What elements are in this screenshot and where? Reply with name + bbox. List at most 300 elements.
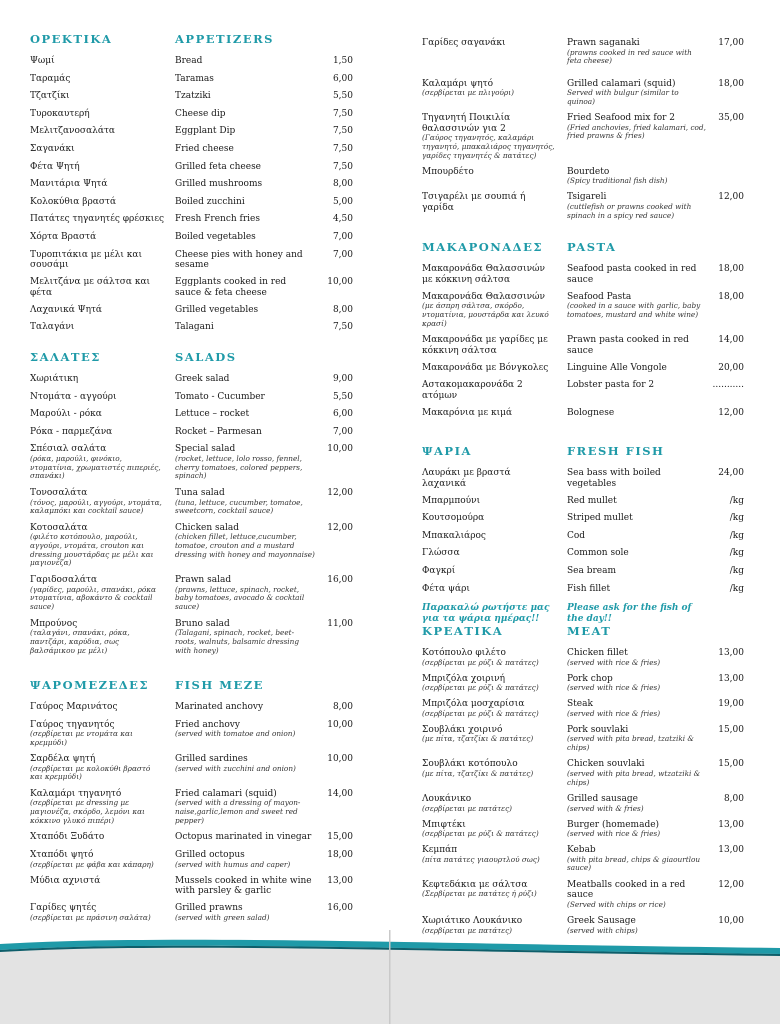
item-greek	[30, 409, 165, 420]
item-price: 7,00	[332, 426, 353, 437]
item-price: 18,00	[718, 78, 744, 89]
item-greek	[30, 322, 165, 333]
item-greek-name: Μαρούλι - ρόκα	[30, 409, 102, 420]
item-english	[175, 850, 315, 869]
section-title-greek: ΨΑΡΙΑ	[422, 444, 472, 458]
item-greek-name: Χωριάτικο Λουκάνικο	[422, 916, 523, 927]
item-english-name: Grilled sausage	[567, 794, 638, 804]
item-greek	[30, 754, 165, 782]
item-english-description: (served with & fries)	[567, 803, 644, 813]
menu-item	[30, 179, 353, 190]
item-greek-name: Χωριάτικη	[30, 374, 79, 384]
item-english	[175, 179, 315, 190]
menu-item	[422, 880, 744, 910]
item-greek-name: Καλαμάρι τηγανητό	[30, 788, 122, 799]
item-price: 13,00	[718, 648, 744, 658]
menu-item	[422, 408, 744, 419]
item-english	[175, 144, 315, 155]
item-english-name: Lobster pasta for 2	[567, 380, 655, 391]
item-greek-name: Σαγανάκι	[30, 144, 75, 154]
menu-item	[30, 444, 353, 481]
item-greek	[422, 725, 557, 744]
item-greek	[422, 113, 557, 160]
menu-item	[30, 250, 353, 271]
item-greek-name: Τηγανητή Ποικιλία θαλασσινών για 2	[422, 113, 511, 134]
item-english-name: Fish fillet	[567, 583, 611, 594]
item-english	[567, 264, 707, 285]
item-english	[175, 488, 315, 516]
section-title-english: FISH MEZE	[175, 678, 264, 692]
item-english-description: (served with rice & fries)	[567, 657, 661, 667]
item-greek	[422, 167, 557, 178]
item-english-description: (served with pita bread, wtzatziki & chips)	[567, 768, 701, 787]
item-english-name: Prawn pasta cooked in red sauce	[567, 335, 689, 356]
item-greek-name: Ντομάτα - αγγούρι	[30, 391, 117, 402]
item-english	[567, 820, 707, 839]
item-english-name: Prawn saganaki	[567, 38, 640, 48]
item-greek	[422, 335, 557, 356]
item-greek-name: Μακαρόνια με κιμά	[422, 408, 513, 418]
item-greek-description: (πίτα πατάτες γιαουρτλού σως)	[422, 854, 540, 864]
item-english	[175, 720, 315, 739]
item-greek	[30, 832, 165, 843]
item-price: 11,00	[327, 618, 353, 629]
item-greek-description: (σερβίρεται με dressing με μαγιονέζα, σκόρδο, λεμόνι και κόκκινο γλυκό πιπέρι)	[30, 798, 145, 825]
item-price: 14,00	[327, 788, 353, 799]
item-english	[175, 109, 315, 120]
item-greek-name: Λαχανικά Ψητά	[30, 304, 103, 315]
item-greek	[422, 794, 557, 813]
item-greek	[30, 277, 165, 298]
item-english-description: (Talagani, spinach, rocket, beet-roots, walnuts, balsamic dressing with honey)	[175, 628, 300, 655]
menu-item	[422, 496, 744, 507]
item-english-name: Chicken salad	[175, 522, 240, 533]
item-greek	[30, 575, 165, 612]
item-english-name: Burger (homemade)	[567, 819, 660, 830]
item-english-name: Lettuce – rocket	[175, 409, 250, 420]
item-english	[175, 754, 315, 773]
item-greek-name: Μύδια αχνιστά	[30, 875, 101, 886]
item-greek-name: Μπιφτέκι	[422, 819, 466, 830]
item-greek-name: Πατάτες τηγανητές φρέσκιες	[30, 214, 165, 225]
item-price: 7,50	[332, 161, 353, 172]
item-greek-description: (σερβίρεται με κολοκύθι βραστό και κρεμμύδι)	[30, 763, 151, 782]
menu-item	[30, 74, 353, 85]
item-english	[175, 789, 315, 826]
menu-item	[422, 79, 744, 107]
menu-item	[422, 468, 744, 489]
item-english-description: (prawns cooked in red sauce with feta cheese)	[567, 47, 692, 66]
item-price: 7,00	[332, 249, 353, 260]
item-english	[567, 699, 707, 718]
item-english-description: (cooked in a sauce with garlic, baby tomatoes, mustard and white wine)	[567, 301, 701, 319]
item-greek	[30, 250, 165, 271]
item-greek-description: (με πίτα, τζατζίκι & πατάτες)	[422, 734, 534, 744]
item-greek	[422, 759, 557, 778]
item-english-name: Greek salad	[175, 374, 230, 384]
item-english-description: (tuna, lettuce, cucumber, tomatoe, sweetcorn, cocktail sauce)	[175, 497, 303, 516]
item-greek-description: (φιλέτο κοτόπουλο, μαρούλι, αγγούρι, ντομάτα, crouton και dressing μουστάρδας με μέλι και μαγιονέζα)	[30, 532, 154, 568]
item-price: 20,00	[718, 362, 744, 373]
menu-item	[422, 264, 744, 285]
item-english	[567, 408, 707, 419]
item-english-description: (Spicy traditional fish dish)	[567, 176, 668, 186]
item-greek	[30, 789, 165, 826]
item-price: 8,00	[332, 702, 353, 712]
item-greek-description: (Σερβίρεται με πατάτες ή ρύζι)	[422, 889, 537, 899]
item-greek-name: Γαρίδες ψητές	[30, 903, 97, 914]
item-greek	[422, 674, 557, 693]
item-greek-description: (σερβίρεται με πατάτες)	[422, 803, 513, 813]
item-greek-name: Φαγκρί	[422, 566, 456, 576]
item-english-name: Chicken fillet	[567, 648, 628, 658]
item-english	[175, 619, 315, 656]
item-english	[567, 468, 707, 489]
menu-item	[30, 702, 353, 713]
section-title-greek: ΚΡΕΑΤΙΚΑ	[422, 624, 504, 638]
item-price: 8,00	[332, 179, 353, 190]
item-english-name: Mussels cooked in white wine with parsley & garlic	[175, 875, 312, 897]
item-greek	[422, 363, 557, 374]
item-price: 10,00	[327, 754, 353, 765]
item-greek	[30, 74, 165, 85]
item-greek-name: Ψωμί	[30, 56, 55, 66]
item-greek-name: Σπέσιαλ σαλάτα	[30, 444, 107, 455]
menu-item	[30, 427, 353, 438]
item-price: /kg	[729, 566, 744, 576]
item-greek-name: Τσιγαρέλι με σουπιά ή γαρίδα	[422, 192, 526, 213]
menu-item	[30, 903, 353, 922]
item-english-name: Bourdeto	[567, 166, 610, 177]
menu-item	[30, 214, 353, 225]
item-english	[567, 363, 707, 374]
item-greek-name: Μπαρμπούνι	[422, 495, 481, 506]
item-english-name: Tsigareli	[567, 192, 607, 203]
item-price: 15,00	[718, 759, 744, 770]
item-english-name: Taramas	[175, 73, 214, 84]
item-greek-name: Φέτα ψάρι	[422, 583, 470, 594]
item-greek-description: (τόνος, μαρούλι, αγγούρι, ντομάτα, καλαμπόκι και cocktail sauce)	[30, 497, 162, 516]
item-english-name: Seafood Pasta	[567, 291, 632, 302]
item-english-name: Greek Sausage	[567, 916, 636, 927]
item-greek-name: Κοτοσαλάτα	[30, 522, 88, 533]
item-greek-description: (σερβίρεται με πλιγούρι)	[422, 88, 514, 98]
item-english-name: Grilled sardines	[175, 754, 248, 765]
item-greek	[30, 144, 165, 155]
item-greek	[30, 488, 165, 516]
item-greek	[422, 699, 557, 718]
item-price: 6,00	[332, 73, 353, 84]
item-price: 13,00	[718, 673, 744, 684]
item-price: 5,50	[332, 91, 353, 102]
item-greek	[30, 126, 165, 137]
item-price: /kg	[729, 583, 744, 594]
item-english-name: Eggplant Dip	[175, 126, 236, 137]
item-price: 24,00	[718, 468, 744, 478]
menu-item	[30, 305, 353, 316]
item-greek	[422, 845, 557, 864]
item-greek	[422, 468, 557, 489]
menu-item	[422, 699, 744, 718]
item-english	[175, 305, 315, 316]
item-price: /kg	[729, 548, 744, 559]
item-greek	[422, 292, 557, 329]
item-greek	[422, 584, 557, 595]
item-greek-name: Μελιτζανοσαλάτα	[30, 126, 115, 137]
item-price: 7,00	[332, 232, 353, 242]
item-greek-name: Μπρούνος	[30, 618, 78, 629]
item-greek	[422, 880, 557, 899]
item-english-name: Marinated anchovy	[175, 702, 264, 712]
menu-item	[30, 850, 353, 869]
item-price: 5,50	[332, 391, 353, 402]
item-english	[567, 192, 707, 220]
section-title-greek: ΣΑΛΑΤΕΣ	[30, 350, 101, 364]
item-english-description: (served with humus and caper)	[175, 859, 291, 869]
item-greek-name: Μακαρονάδα Θαλασσινών με κόκκινη σάλτσα	[422, 264, 545, 285]
menu-item	[30, 126, 353, 137]
section-title-english: APPETIZERS	[175, 32, 274, 46]
item-price: 7,50	[332, 322, 353, 333]
item-english	[567, 113, 707, 141]
section-title-greek: ΜΑΚΑΡΟΝΑΔΕΣ	[422, 240, 543, 254]
item-greek	[30, 903, 165, 922]
item-english-description: (served with rice & fries)	[567, 829, 661, 839]
item-price: 4,50	[332, 214, 353, 225]
item-price: 12,00	[718, 879, 744, 890]
item-english	[567, 759, 707, 787]
page-fold-line	[389, 930, 391, 1024]
item-english-description: (served with zucchini and onion)	[175, 763, 296, 773]
item-english	[567, 725, 707, 753]
menu-item	[30, 789, 353, 826]
item-greek	[422, 648, 557, 667]
item-english-description: (with pita bread, chips & giaourtlou sauce)	[567, 854, 701, 873]
menu-item	[30, 754, 353, 782]
item-price: 1,50	[332, 56, 353, 66]
item-english	[567, 292, 707, 320]
item-price: 16,00	[327, 575, 353, 586]
item-greek	[30, 427, 165, 438]
item-price: 12,00	[327, 488, 353, 498]
item-english-name: Fried cheese	[175, 144, 234, 154]
item-greek	[422, 513, 557, 524]
item-greek	[422, 192, 557, 213]
item-english-description: (served with tomatoe and onion)	[175, 729, 296, 739]
item-english-name: Tzatziki	[175, 91, 211, 102]
item-greek	[422, 548, 557, 559]
menu-item	[30, 523, 353, 569]
item-price: 9,00	[332, 374, 353, 384]
item-price: 18,00	[327, 850, 353, 860]
item-price: 17,00	[718, 38, 744, 48]
item-greek	[30, 232, 165, 243]
item-english-name: Grilled octopus	[175, 850, 245, 860]
menu-item	[422, 380, 744, 401]
item-greek-name: Μακαρονάδα με Βόνγκολες	[422, 362, 549, 373]
item-greek-name: Ταλαγάνι	[30, 322, 75, 333]
item-greek-description: (γαρίδες, μαρούλι, σπανάκι, ρόκα ντοματίνια, αβοκάντο & cocktail sauce)	[30, 584, 156, 612]
item-greek-name: Τονοσαλάτα	[30, 488, 88, 498]
item-price: 16,00	[327, 903, 353, 914]
item-greek-name: Γαύρος τηγανητός	[30, 719, 115, 730]
item-english	[175, 702, 315, 713]
item-greek-name: Ρόκα - παρμεζάνα	[30, 426, 113, 437]
item-greek-name: Σουβλάκι χοιρινό	[422, 724, 503, 735]
item-english	[567, 38, 707, 66]
item-greek-name: Καλαμάρι ψητό	[422, 78, 494, 89]
item-english	[175, 232, 315, 243]
item-english-description: (served with a dressing of mayon-naise,garlic,lemon and sweet red pepper)	[175, 798, 301, 825]
menu-item	[30, 876, 353, 897]
item-greek-name: Τυροπιτάκια με μέλι και σουσάμι	[30, 249, 142, 271]
item-price: ...........	[712, 380, 744, 391]
item-price: 13,00	[327, 875, 353, 886]
item-english	[567, 380, 707, 391]
item-greek-name: Σαρδέλα ψητή	[30, 754, 96, 765]
item-english-name: Boiled vegetables	[175, 232, 256, 242]
item-greek	[422, 820, 557, 839]
item-greek	[30, 876, 165, 887]
item-greek-name: Τζατζίκι	[30, 91, 70, 102]
item-english	[567, 513, 707, 524]
menu-item	[422, 548, 744, 559]
item-english-name: Bruno salad	[175, 618, 230, 629]
menu-item	[30, 720, 353, 748]
menu-item	[30, 109, 353, 120]
item-price: 6,00	[332, 409, 353, 420]
item-greek	[422, 496, 557, 507]
section-header	[422, 624, 744, 640]
item-english-description: (chicken fillet, lettuce,cucumber, tomatoe, crouton and a mustard dressing with honey and mayonnaise)	[175, 532, 315, 559]
item-english	[567, 674, 707, 693]
item-english-description: (served with pita bread, tzatziki & chips)	[567, 734, 694, 753]
item-greek	[30, 392, 165, 403]
item-greek-description: (ρόκα, μαρούλι, φινόκιο, ντοματίνια, χρωματιστές πιπεριές, σπανάκι)	[30, 453, 161, 481]
item-greek-description: (με πίτα, τζατζίκι & πατάτες)	[422, 768, 534, 778]
item-price: 10,00	[327, 719, 353, 730]
item-english-name: Tomato - Cucumber	[175, 391, 265, 402]
item-greek-name: Μπακαλιάρος	[422, 530, 486, 541]
item-greek-name: Λαυράκι με βραστά λαχανικά	[422, 468, 511, 489]
item-english	[175, 876, 315, 897]
item-english	[567, 794, 707, 813]
item-english	[175, 444, 315, 481]
item-greek-name: Ταραμάς	[30, 73, 71, 84]
item-greek-name: Χταπόδι ψητό	[30, 850, 94, 860]
item-price: 13,00	[718, 819, 744, 830]
item-greek-description: (ταλαγάνι, σπανάκι, ρόκα, παντζάρι, καρύδια, σως βαλσάμικου με μέλι)	[30, 628, 130, 655]
item-greek-name: Γλώσσα	[422, 548, 460, 559]
item-english-name: Prawn salad	[175, 575, 232, 586]
menu-item	[30, 374, 353, 385]
menu-item	[422, 566, 744, 577]
item-greek-name: Κεμπάπ	[422, 845, 458, 856]
item-english	[567, 566, 707, 577]
item-english	[175, 162, 315, 173]
item-greek-description: (Γαύρος τηγανητός, καλαμάρι τηγανητό, μπακαλιάρος τηγανητός, γαρίδες τηγανητές & πατάτες)	[422, 133, 555, 160]
item-english-name: Sea bream	[567, 566, 617, 576]
item-english	[175, 250, 315, 271]
item-price: 19,00	[718, 699, 744, 710]
menu-item	[422, 363, 744, 374]
item-english-name: Special salad	[175, 444, 236, 455]
item-greek-name: Κουτσομούρα	[422, 513, 485, 524]
item-english	[175, 903, 315, 922]
item-english-name: Fried calamari (squid)	[175, 788, 277, 799]
item-greek-description: (σερβίρεται με ρύζι & πατάτες)	[422, 657, 539, 667]
item-price: 13,00	[718, 845, 744, 856]
item-greek	[422, 38, 557, 49]
item-english	[567, 648, 707, 667]
item-greek-name: Μελιτζάνα με σάλτσα και φέτα	[30, 277, 151, 298]
item-price: 8,00	[723, 794, 744, 804]
item-greek-name: Λουκάνικο	[422, 794, 472, 804]
item-price: 10,00	[718, 916, 744, 927]
item-english	[175, 374, 315, 385]
item-price: 35,00	[718, 113, 744, 124]
item-price: 8,00	[332, 304, 353, 315]
item-price: 7,50	[332, 126, 353, 137]
item-english	[175, 277, 315, 298]
item-english-name: Boiled zucchini	[175, 196, 245, 207]
item-english-name: Fried anchovy	[175, 719, 240, 730]
menu-item	[422, 725, 744, 753]
item-english-description: (cuttlefish or prawns cooked with spinach in a spicy red sauce)	[567, 201, 692, 220]
decorative-wave-footer	[0, 930, 780, 1024]
item-english	[175, 74, 315, 85]
item-greek-description: (με άσπρη σάλτσα, σκόρδο, ντοματίνια, μουστάρδα και λευκό κρασί)	[422, 301, 549, 328]
item-english	[175, 392, 315, 403]
item-english-name: Fried Seafood mix for 2	[567, 113, 676, 124]
menu-item	[30, 232, 353, 243]
item-english-description: (prawns, lettuce, spinach, rocket, baby tomatoes, avocado & cocktail sauce)	[175, 584, 305, 612]
item-greek	[30, 162, 165, 173]
item-price: 10,00	[327, 277, 353, 288]
item-greek-name: Κοτόπουλο φιλέτο	[422, 648, 506, 658]
section-header	[30, 350, 353, 366]
menu-item	[422, 820, 744, 839]
menu-item	[30, 322, 353, 333]
item-english-name: Linguine Alle Vongole	[567, 362, 667, 373]
section-header	[422, 444, 744, 460]
item-greek-name: Κολοκύθια βραστά	[30, 196, 117, 207]
item-greek	[30, 214, 165, 225]
item-english-name: Fresh French fries	[175, 214, 260, 225]
item-english	[567, 496, 707, 507]
item-english-name: Cheese pies with honey and sesame	[175, 249, 303, 271]
item-greek-name: Γαύρος Μαρινάτος	[30, 702, 118, 712]
menu-item	[30, 409, 353, 420]
item-english-name: Bread	[175, 56, 203, 66]
menu-item	[30, 575, 353, 612]
item-price: 7,50	[332, 144, 353, 154]
item-english-description: (Fried anchovies, fried kalamari, cod, fried prawns & fries)	[567, 122, 706, 141]
item-greek-description: (σερβίρεται με ρύζι & πατάτες)	[422, 829, 539, 839]
item-price: /kg	[729, 513, 744, 524]
item-english-name: Red mullet	[567, 495, 617, 506]
item-greek-description: (σερβίρεται με πράσινη σαλάτα)	[30, 912, 151, 922]
item-english-name: Kebab	[567, 845, 596, 856]
item-greek-name: Μπριζόλα μοσχαρίσια	[422, 699, 525, 710]
item-greek-description: (σερβίρεται με ρύζι & πατάτες)	[422, 708, 539, 718]
item-english	[567, 880, 707, 910]
item-english-description: (Served with chips or rice)	[567, 899, 666, 909]
item-price: /kg	[729, 530, 744, 541]
section-title-english: PASTA	[567, 240, 617, 254]
item-greek	[30, 720, 165, 748]
item-price: 12,00	[718, 192, 744, 203]
